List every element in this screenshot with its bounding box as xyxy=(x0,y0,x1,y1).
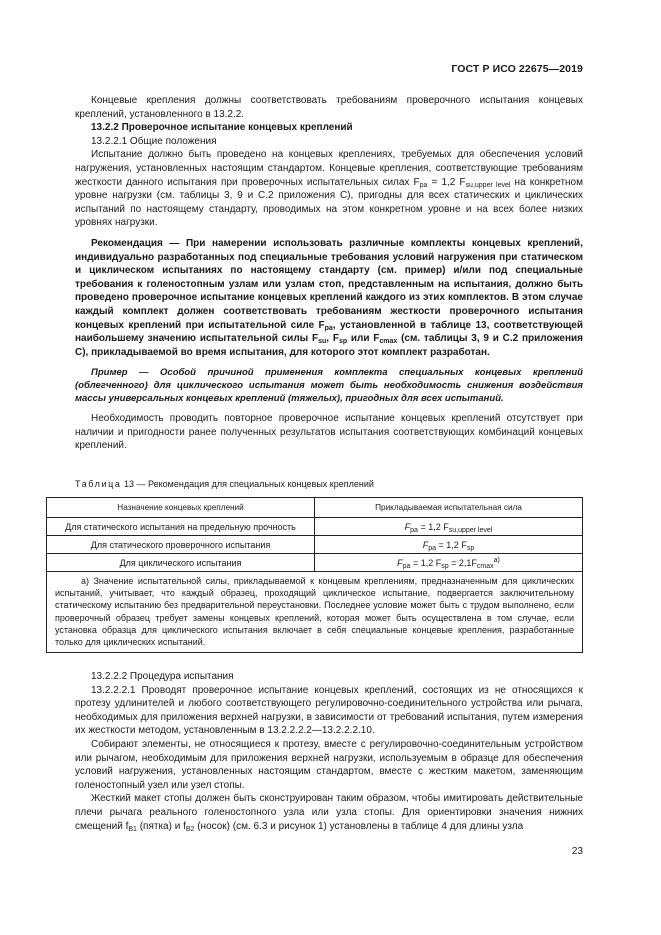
upper-text-block xyxy=(75,94,583,453)
table-note-row xyxy=(47,572,583,653)
table-caption: Таблица 13 — Рекомендация для специальных концевых креплений xyxy=(75,479,374,489)
row-purpose: Для циклического испытания xyxy=(47,554,315,572)
row-force: $F_{pa} = 1,2$ $F_{sp} = 2,1F_{cmax}^{a)}$ xyxy=(315,554,583,572)
table-header-row xyxy=(47,498,583,518)
row-purpose: Для статического проверочного испытания xyxy=(47,536,315,554)
row-purpose: Для статического испытания на предельную прочность xyxy=(47,518,315,536)
recommendation-table xyxy=(46,497,583,653)
paragraph-repeat-test: Необходимость проводить повторное проверочное испытание концевых креплений отсутствует при наличии и пригодности ранее полученных результатов испытания соответствующих комбинаций концевых креплений. xyxy=(75,413,583,452)
paragraph-13-2-2-2-1: 13.2.2.2.1 Проводят проверочное испытание концевых креплений, состоящих из не относящихся к протезу удлинителей и любого соответствующего регулировочно-соединительного устройства или рычага, необходимых для приложения верхней нагрузки, в зависимости от требований испытания, путем измерения их жесткости методом, установленным в 13.2.2.2.2—13.2.2.2.10. xyxy=(75,684,583,737)
row-force: $F_{pa} = 1,2$ $F_{sp}$ xyxy=(315,536,583,554)
section-heading-13-2-2-1: 13.2.2.1 Общие положения xyxy=(91,135,217,147)
paragraph-end-attachments: Концевые крепления должны соответствовать требованиям проверочного испытания концевых креплений, установленного в 13.2.2. xyxy=(75,95,583,120)
table-row xyxy=(47,536,583,554)
section-heading-13-2-2: 13.2.2 Проверочное испытание концевых креплений xyxy=(91,122,353,134)
example-paragraph: Пример — Особой причиной применения комплекта специальных концевых креплений (облегченного) для циклического испытания может быть необходимость снижения воздействия массы универсальных концевых креплений (тяжелых), пригодных для всех испытаний. xyxy=(75,367,583,405)
table-footnote: a) Значение испытательной силы, прикладываемой к концевым креплениям, предназначенным для циклических испытаний, учитывает, что каждый образец, проходящий циклическое испытание, подвергается заключительному статическому испытанию без предварительной переустановки. Последнее условие может быть с трудом выполнено, если проверочный образец требует замены концевых креплений, которая может быть осуществлена в том случае, если установка образца для циклического испытания включает в себя специальные концевые крепления, разработанные только для циклических испытаний. xyxy=(47,572,583,653)
table-row xyxy=(47,518,583,536)
section-heading-13-2-2-2: 13.2.2.2 Процедура испытания xyxy=(91,671,234,682)
recommendation-paragraph: Рекомендация — При намерении использовать различные комплекты концевых креплений, индивидуально разработанных под специальные требования условий нагружения при статическом и циклическом испытаниях по настоящему стандарту (см. пример) и/или под специальные требования к голеностопным узлам или узлам стоп, представленным на испытания, должно быть проведено проверочное испытание концевых креплений каждого из этих комплектов. В этом случае каждый комплект должен соответствовать требованиям жесткости проверочного испытания концевых креплений при испытательной силе $F_{pa}$, установленной в таблице 13, соответствующей наибольшему значению испытательной силы $F_{su}$, $F_{sp}$ или $F_{cmax}$ (см. таблицы 3, 9 и C.2 приложения C), прикладываемой во время испытания, для которого этот комплект разработан. xyxy=(75,237,583,358)
lower-text-block xyxy=(75,670,583,833)
standard-header: ГОСТ Р ИСО 22675—2019 xyxy=(451,63,583,75)
paragraph-assembly: Собирают элементы, не относящиеся к протезу, вместе с регулировочно-соединительным устройством или рычагом, необходимым для приложения верхней нагрузки, используемым в образце для обеспечения условий нагружения, установленных настоящим стандартом, вместе с жестким макетом, заменяющим голеностопный узел или узел стопы. xyxy=(75,738,583,791)
row-force: $F_{pa} = 1,2$ $F_{su,upper level}$ xyxy=(315,518,583,536)
column-header-force: Прикладываемая испытательная сила xyxy=(315,498,583,518)
page-number: 23 xyxy=(571,846,583,857)
table-row xyxy=(47,554,583,572)
column-header-purpose: Назначение концевых креплений xyxy=(47,498,315,518)
paragraph-test-conditions: Испытание должно быть проведено на концевых креплениях, требуемых для обеспечения условий нагружения, установленных настоящим стандартом. Концевые крепления, соответствующие требованиям жесткости данного испытания при проверочных испытательных силах $F_{pa} = 1,2$ $F_{su,upper level}$ на конкретном уровне нагрузки (см. таблицы 3, 9 и C.2 приложения C), пригодны для всех статических и циклических испытаний по настоящему стандарту, проводимых на этом конкретном уровне и на всех более низких уровнях нагрузки. xyxy=(75,149,583,229)
paragraph-rigid-mockup: Жесткий макет стопы должен быть сконструирован таким образом, чтобы имитировать действительные плечи рычага реального голеностопного узла или узла стопы. Для ориентировки значения нижних смещений $f_{B1}$ (пятка) и $f_{B2}$ (носок) (см. 6.3 и рисунок 1) установлены в таблице 4 для длины узла xyxy=(75,793,583,833)
